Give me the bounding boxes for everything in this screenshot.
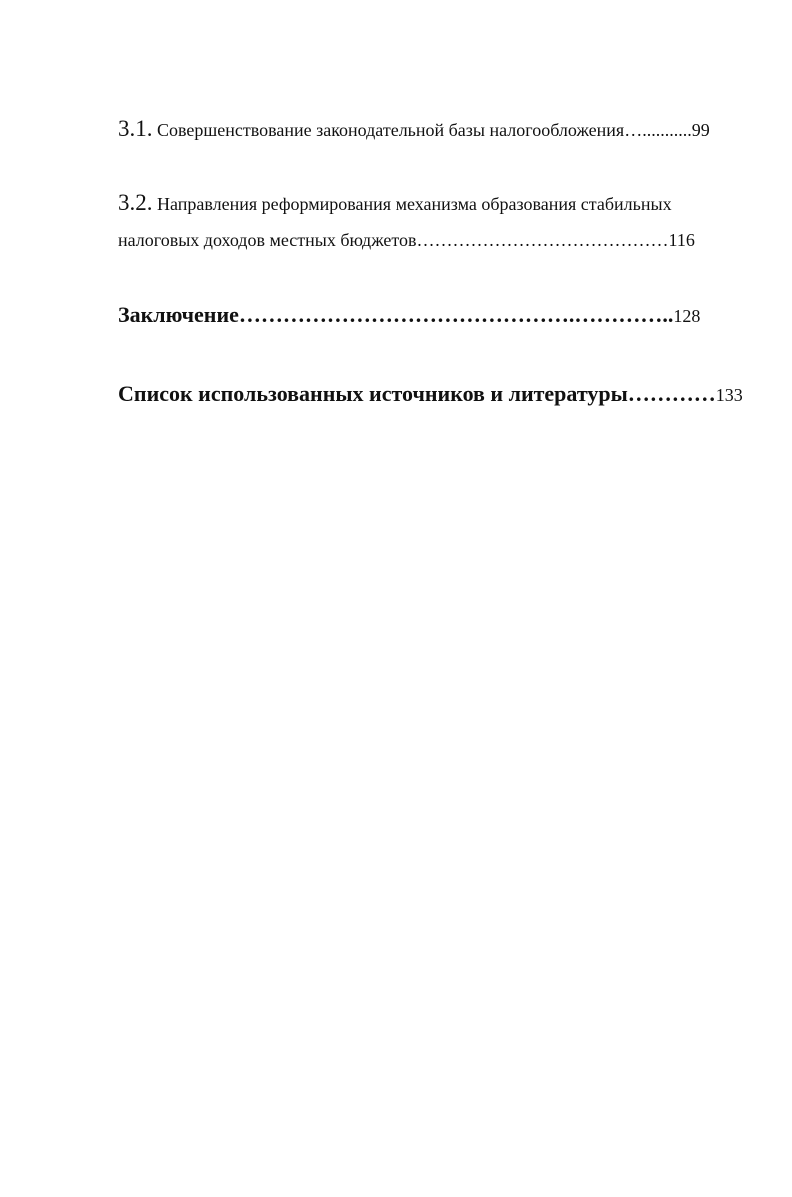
toc-entry-number: 3.1. (118, 116, 153, 141)
toc-entry-title: Заключение (118, 302, 239, 327)
toc-entry-3-2-line2[interactable] (118, 231, 695, 250)
toc-entry-references[interactable] (118, 383, 743, 405)
toc-entry-3-2-line1[interactable] (118, 191, 672, 214)
toc-entry-title: Направления реформирования механизма образования стабильных (152, 194, 672, 214)
toc-dot-leader: …………………………………… (416, 230, 669, 250)
toc-entry-title-continued: налоговых доходов местных бюджетов (118, 230, 417, 250)
toc-page-number: 99 (691, 120, 710, 140)
toc-entry-title: Совершенствование законодательной базы налогообложения (152, 120, 625, 140)
toc-page-number: 133 (715, 385, 743, 405)
toc-dot-leader: …........... (624, 120, 692, 140)
toc-page-number: 116 (668, 230, 695, 250)
toc-entry-title: Список использованных источников и литературы (118, 381, 628, 406)
toc-dot-leader: ……………………………………….………….. (238, 302, 674, 327)
toc-entry-3-1[interactable] (118, 117, 710, 140)
toc-page-number: 128 (673, 306, 701, 326)
toc-entry-number: 3.2. (118, 190, 153, 215)
toc-entry-conclusion[interactable] (118, 304, 700, 326)
toc-dot-leader: ………… (627, 381, 716, 406)
